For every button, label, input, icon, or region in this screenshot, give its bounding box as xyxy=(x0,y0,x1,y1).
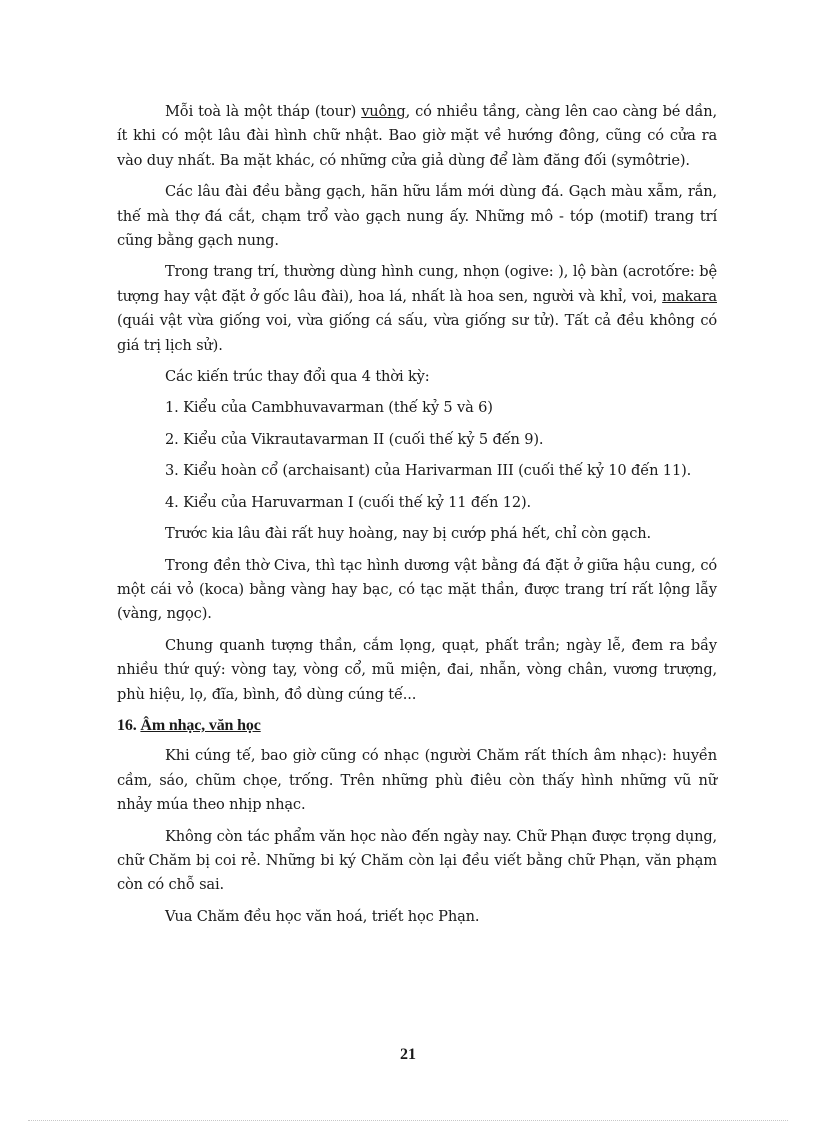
paragraph-offerings: Chung quanh tượng thần, cắm lọng, quạt, phất trần; ngày lễ, đem ra bầy nhiều thứ quý: vòng tay, vòng cổ, mũ miện, đai, nhẫn, vòng chân, vương trượng, phù hiệu, lọ, đĩa, bình, đồ dùng cúng tế... xyxy=(117,636,717,703)
paragraph-periods-intro: Các kiến trúc thay đổi qua 4 thời kỳ: xyxy=(165,368,430,386)
paragraph-brick-material: Các lâu đài đều bằng gạch, hãn hữu lắm mới dùng đá. Gạch màu xẫm, rắn, thế mà thợ đá cắt, chạm trổ vào gạch nung ấy. Những mô - tóp (motif) trang trí cũng bằng gạch nung. xyxy=(117,183,717,250)
paragraph-kings: Vua Chăm đều học văn hoá, triết học Phạn. xyxy=(165,907,480,925)
page-bottom-divider xyxy=(28,1120,788,1121)
list-item: 4. Kiểu của Haruvarman I (cuối thế kỷ 11 đến 12). xyxy=(165,493,531,511)
paragraph-music: Khi cúng tế, bao giờ cũng có nhạc (người Chăm rất thích âm nhạc): huyền cầm, sáo, chũm chọe, trống. Trên những phù điêu còn thấy hình những vũ nữ nhảy múa theo nhịp nhạc. xyxy=(117,747,717,814)
list-item: 1. Kiểu của Cambhuvavarman (thế kỷ 5 và 6) xyxy=(165,399,493,417)
list-item: 2. Kiểu của Vikrautavarman II (cuối thế kỷ 5 đến 9). xyxy=(165,430,544,448)
paragraph-looted: Trước kia lâu đài rất huy hoàng, nay bị cướp phá hết, chỉ còn gạch. xyxy=(165,525,651,543)
section-heading xyxy=(117,714,717,738)
paragraph-civa-temple: Trong đền thờ Civa, thì tạc hình dương vật bằng đá đặt ở giữa hậu cung, có một cái vỏ (koca) bằng vàng hay bạc, có tạc mặt thần, được trang trí rất lộng lẫy (vàng, ngọc). xyxy=(117,556,717,623)
section-number: 16. xyxy=(117,716,137,734)
page-number: 21 xyxy=(400,1046,416,1063)
paragraph-tower-description: Mỗi toà là một tháp (tour) vuông, có nhiều tầng, càng lên cao càng bé dần, ít khi có một lâu đài hình chữ nhật. Bao giờ mặt về hướng đông, cũng có cửa ra vào duy nhất. Ba mặt khác, có những cửa giả dùng để làm đăng đối (symôtrie). xyxy=(117,103,717,169)
paragraph-literature: Không còn tác phẩm văn học nào đến ngày nay. Chữ Phạn được trọng dụng, chữ Chăm bị coi rẻ. Những bi ký Chăm còn lại đều viết bằng chữ Phạn, văn phạm còn có chỗ sai. xyxy=(117,827,717,894)
underlined-term: makara xyxy=(662,287,717,305)
paragraph-decoration: Trong trang trí, thường dùng hình cung, nhọn (ogive: ), lộ bàn (acrotốre: bệ tượng hay vật đặt ở gốc lâu đài), hoa lá, nhất là hoa sen, người và khỉ, voi, makara (quái vật vừa giống voi, vừa giống cá sấu, vừa giống sư tử). Tất cả đều không có giá trị lịch sử). xyxy=(117,263,717,354)
underlined-term: vuông xyxy=(361,103,406,120)
body-text xyxy=(117,100,717,936)
section-title: Âm nhạc, văn học xyxy=(140,716,261,734)
list-item: 3. Kiểu hoàn cổ (archaisant) của Harivarman III (cuối thế kỷ 10 đến 11). xyxy=(165,462,692,480)
